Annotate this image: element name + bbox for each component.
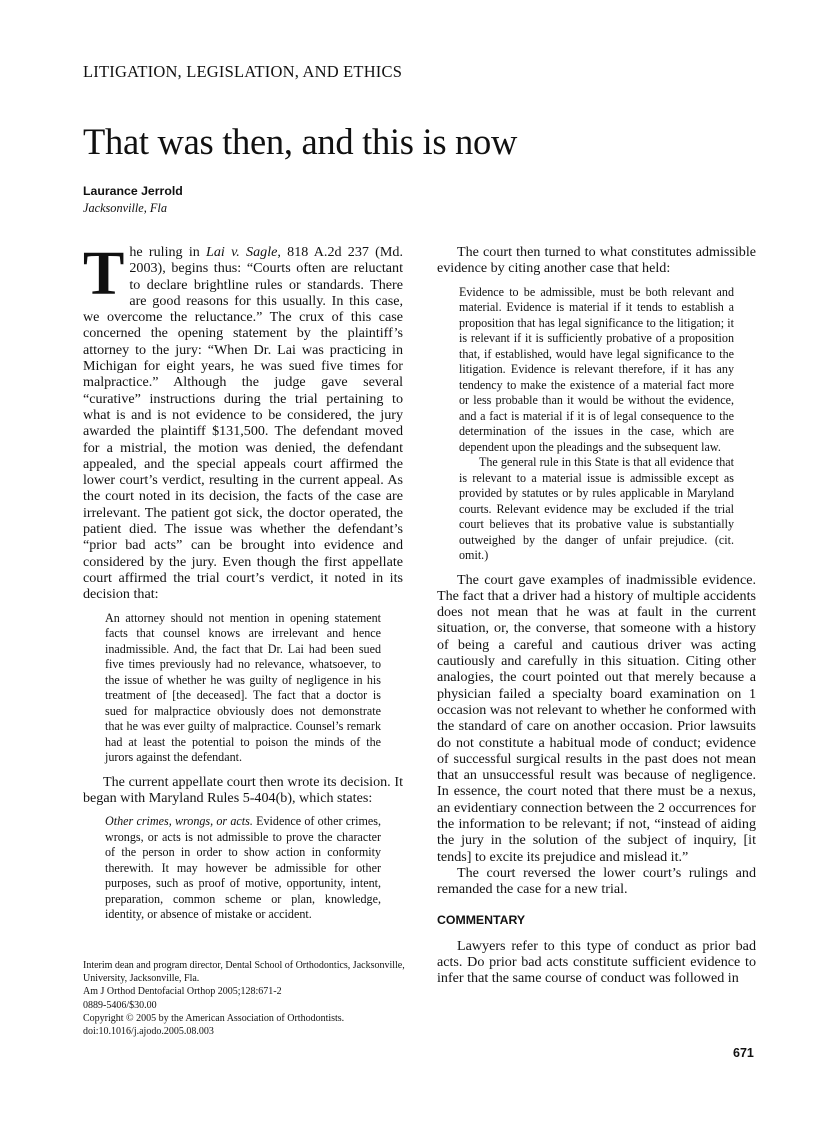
copyright: Copyright © 2005 by the American Association of Orthodontists. bbox=[83, 1012, 345, 1024]
author-affiliation: Jacksonville, Fla bbox=[83, 201, 167, 215]
page-number: 671 bbox=[733, 1046, 754, 1060]
block-quote: An attorney should not mention in opening statement facts that counsel knows are irrelevant and hence inadmissible. And, the fact that Dr. Lai had been sued five times previously had no relevance, whatsoever, to the issue of whether he was guilty of negligence in his treatment of [the deceased]. The fact that a doctor is sued for malpractice obviously does not demonstrate that he was ever guilty of malpractice. Counsel’s remark had at least the potential to poison the minds of the jurors against the defendant. bbox=[105, 610, 381, 765]
footnote bbox=[83, 959, 413, 1038]
paragraph: The current appellate court then wrote its decision. It began with Maryland Rules 5-404(b), which states: bbox=[83, 773, 403, 806]
doi: doi:10.1016/j.ajodo.2005.08.003 bbox=[83, 1026, 214, 1038]
text: he ruling in bbox=[129, 244, 207, 260]
left-column bbox=[83, 240, 403, 931]
section-heading: LITIGATION, LEGISLATION, AND ETHICS bbox=[83, 62, 403, 81]
footnote-affiliation: Interim dean and program director, Dental School of Orthodontics, Jacksonville, University, Jacksonville, Fla. bbox=[83, 960, 405, 985]
paragraph: The court then turned to what constitutes admissible evidence by citing another case that held: bbox=[437, 244, 756, 277]
text: Evidence of other crimes, wrongs, or acts is not admissible to prove the character of the person in order to show action in conformity therewith. It may however be admissible for other purposes, such as proof of motive, opportunity, intent, preparation, common scheme or plan, knowledge, identity, or absence of mistake or accident. bbox=[105, 814, 381, 922]
drop-cap: T bbox=[83, 240, 125, 308]
article-title: That was then, and this is now bbox=[83, 121, 518, 162]
rule-title: Other crimes, wrongs, or acts. bbox=[105, 814, 253, 829]
paragraph: Lawyers refer to this type of conduct as prior bad acts. Do prior bad acts constitute sufficient evidence to infer that the same course of conduct was followed in bbox=[437, 937, 756, 987]
text: Evidence to be admissible, must be both relevant and material. Evidence is material if it tends to establish a proposition that has legal significance to the litigation; it is relevant if it is sufficiently probative of a proposition that, if established, would have legal significance to the litigation. Evidence is relevant therefore, if it has any tendency to make the existence of a material fact more or less probable than it would be without the evidence, and a fact is material if it is of legal consequence to the determination of the issues in the case, which are dependent upon the pleadings and the subsequent law. bbox=[459, 284, 734, 454]
commentary-heading: COMMENTARY bbox=[437, 912, 526, 927]
intro-paragraph bbox=[83, 240, 403, 603]
block-quote bbox=[105, 814, 381, 923]
paragraph: The court gave examples of inadmissible evidence. The fact that a driver had a history of multiple accidents does not mean that he was at fault in the current situation, or, the converse, that someone with a history of being a careful and cautious driver was acting cautiously and carefully in this situation. Citing other analogies, the court pointed out that merely because a physician failed a specialty board examination on 1 occasion was not relevant to whether he conformed with the standard of care on another occasion. Prior lawsuits do not constitute a habitual mode of conduct; evidence of successful surgical results in the past does not mean that an unsuccessful result was because of negligence. In essence, the court noted that there must be a nexus, an evidentiary connection between the 2 occurrences for the information to be relevant; if not, “instead of aiding the jury in the solution of the subject of inquiry, [it tends] to excite its prejudice and mislead it.” bbox=[437, 571, 756, 865]
case-name: Lai v. Sagle bbox=[206, 244, 278, 260]
paragraph: The court reversed the lower court’s rulings and remanded the case for a new trial. bbox=[437, 864, 756, 898]
text: The general rule in this State is that all evidence that is relevant to a material issue is admissible except as provided by statutes or by rules applicable in Maryland courts. Relevant evidence may be excluded if the trial court believes that its probative value is substantially outweighed by the danger of unfair prejudice. (cit. omit.) bbox=[459, 455, 734, 563]
author-name: Laurance Jerrold bbox=[83, 184, 183, 198]
citation: Am J Orthod Dentofacial Orthop 2005;128:671-2 bbox=[83, 986, 282, 998]
right-column bbox=[437, 244, 756, 987]
text: , 818 A.2d 237 (Md. 2003), begins thus: “Courts often are reluctant to declare brightline rules or standards. There are good reasons for this usually. In this case, we overcome the reluctance.” The crux of this case concerned the opening statement by the plaintiff’s attorney to the jury: “When Dr. Lai was practicing in Michigan for eight years, he was sued five times for malpractice.” Although the judge gave several “curative” instructions during the trial pertaining to what is and is not evidence to be considered, the jury awarded the plaintiff $131,500. The defendant moved for a mistrial, the motion was denied, the defendant appealed, and the special appeals court affirmed the lower court’s verdict, resulting in the current appeal. As the court noted in its decision, the facts of the case are irrelevant. The patient got sick, the doctor operated, the patient died. The issue was whether the defendant’s “prior bad acts” can be brought into evidence and considered by the jury. Even though the first appellate court affirmed the trial court’s verdict, it noted in its decision that: bbox=[83, 244, 403, 603]
issn: 0889-5406/$30.00 bbox=[83, 999, 157, 1011]
block-quote bbox=[459, 285, 734, 564]
